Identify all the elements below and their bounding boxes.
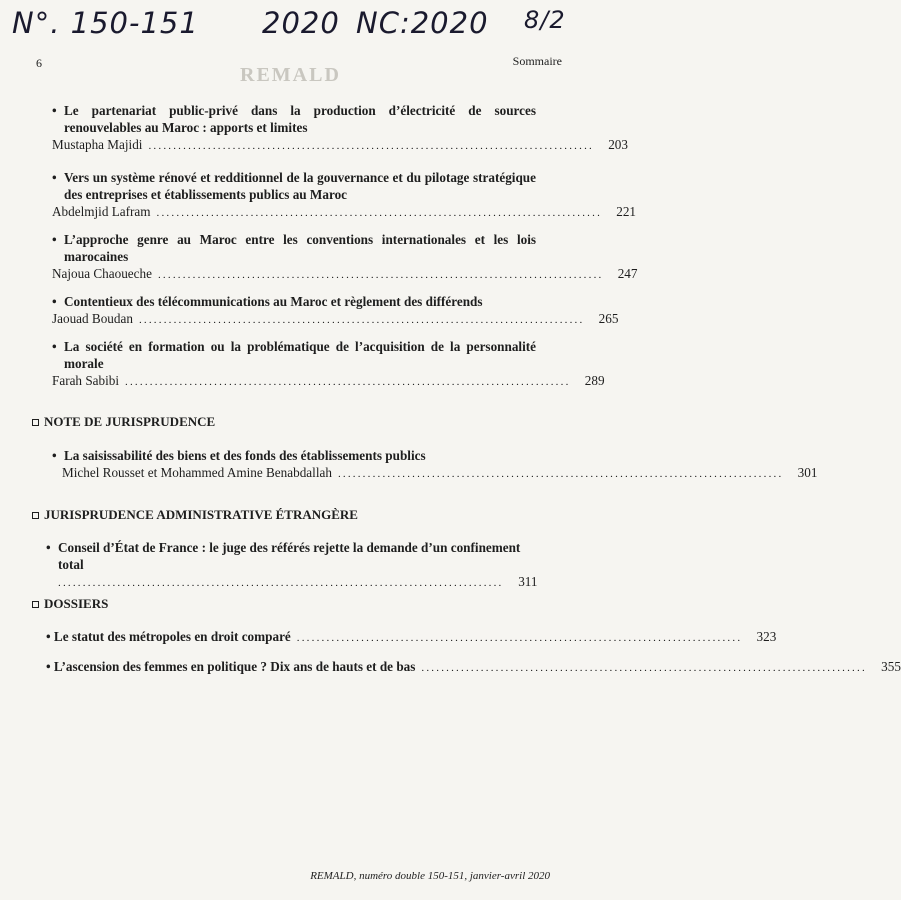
checkbox-square-icon [32,512,39,519]
section-heading-note [32,414,215,430]
handwritten-issue-number: N°. 150-151 [12,6,199,40]
toc-entry-line [46,658,901,677]
toc-entry [52,338,605,391]
toc-entry-page: 247 [617,266,638,281]
toc-entry [52,231,638,284]
handwritten-year: 2020 [262,6,340,40]
toc-entry-line [46,628,777,647]
dot-leader: .......................................................................................... [157,269,604,281]
toc-entry-author: Farah Sabibi [52,373,120,388]
toc-entry-title-text: Le statut des métropoles en droit comparé [53,629,291,644]
bleed-through-text: REMALD [240,64,341,86]
toc-entry-title: • Vers un système rénové et redditionnel de la gouvernance et du pilotage stratégique des entreprises et établissements publics au Maroc [52,169,536,203]
toc-entry [46,628,777,647]
checkbox-square-icon [32,419,39,426]
toc-entry-title: • La saisissabilité des biens et des fonds des établissements publics [52,447,536,464]
toc-entry-line [46,573,536,592]
toc-entry-title: • Le partenariat public-privé dans la production d’électricité de sources renouvelables au Maroc : apports et limites [52,102,536,136]
toc-entry [52,169,637,222]
dot-leader: .......................................................................................... [296,632,743,644]
toc-entry-page: 203 [608,137,628,152]
toc-entry-line [52,310,619,329]
toc-entry-line [52,136,628,155]
toc-entry [46,658,901,677]
toc-entry-title: • Conseil d’État de France : le juge des référés rejette la demande d’un confinement total [46,539,536,573]
toc-entry-title-text: L’ascension des femmes en politique ? Dix ans de hauts et de bas [53,659,416,674]
toc-entry-title: • La société en formation ou la problématique de l’acquisition de la personnalité morale [52,338,536,372]
dot-leader: .......................................................................................... [421,662,867,674]
dot-leader: .......................................................................................... [138,314,585,326]
toc-entry-page: 221 [616,204,637,219]
toc-entry-page: 265 [598,311,619,326]
toc-entry-author: Najoua Chaoueche [52,266,152,281]
toc-entry-line [52,464,818,483]
section-heading-label: DOSSIERS [44,596,109,611]
toc-entry-page: 355 [881,659,901,674]
dot-leader: .......................................................................................... [156,207,603,219]
toc-entry-page: 301 [797,465,818,480]
handwritten-fraction: 8/2 [524,6,566,34]
handwritten-nc-code: NC:2020 [356,6,489,40]
toc-entry-author: Michel Rousset et Mohammed Amine Benabdallah [62,465,332,480]
section-heading-label: NOTE DE JURISPRUDENCE [44,414,216,429]
toc-entry-author: Abdelmjid Lafram [52,204,151,219]
toc-entry [46,539,536,592]
section-heading-jurisprudence-etrangere [32,507,358,523]
dot-leader: .......................................................................................... [337,468,784,480]
dot-leader: .......................................................................................... [125,376,571,388]
toc-entry-page: 323 [756,629,777,644]
toc-entry-line [52,372,605,391]
section-heading-label: JURISPRUDENCE ADMINISTRATIVE ÉTRANGÈRE [44,507,358,522]
toc-entry-title: • L’ascension des femmes en politique ? Dix ans de hauts et de bas [46,659,416,674]
dot-leader: .......................................................................................... [148,140,594,152]
toc-entry-line [52,203,637,222]
section-heading-dossiers [32,596,108,612]
toc-entry [52,102,628,155]
toc-entry-line [52,265,638,284]
toc-entry [52,447,818,483]
section-title: Sommaire [512,54,562,68]
toc-entry-page: 289 [584,373,605,388]
checkbox-square-icon [32,601,39,608]
toc-entry [52,293,619,329]
page-number: 6 [36,56,42,70]
toc-entry-author: Mustapha Majidi [52,137,143,152]
toc-entry-title: • Contentieux des télécommunications au Maroc et règlement des différends [52,293,536,310]
journal-footer: REMALD, numéro double 150-151, janvier-avril 2020 [310,870,550,882]
toc-entry-author: Jaouad Boudan [52,311,133,326]
dot-leader: .......................................................................................... [58,577,504,589]
toc-entry-title: • L’approche genre au Maroc entre les conventions internationales et les lois marocaines [52,231,536,265]
toc-entry-page: 311 [518,574,538,589]
toc-entry-title: • Le statut des métropoles en droit comparé [46,629,291,644]
